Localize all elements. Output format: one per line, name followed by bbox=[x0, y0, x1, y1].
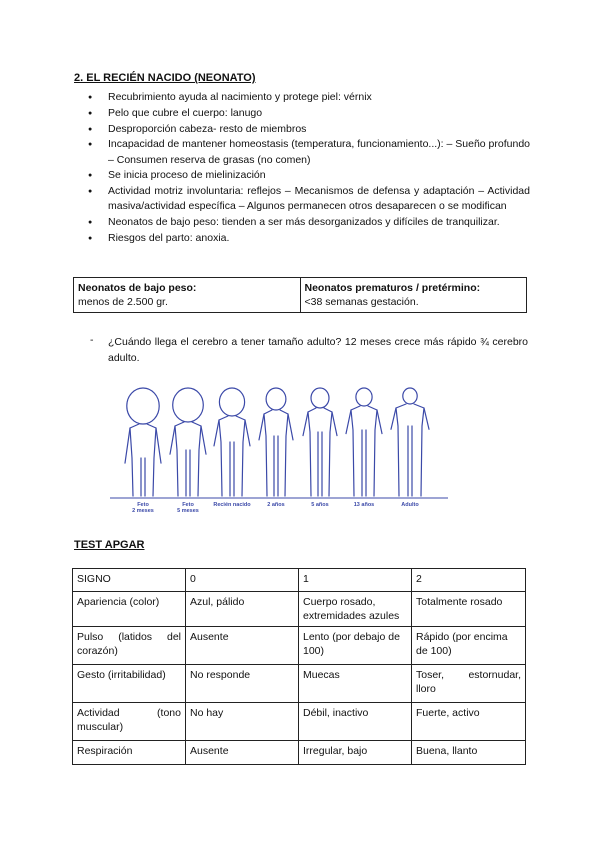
premature-header: Neonatos prematuros / pretérmino: bbox=[304, 282, 481, 294]
figure-head bbox=[356, 388, 372, 406]
figure-label: Feto 5 meses bbox=[177, 502, 199, 514]
premature-value: <38 semanas gestación. bbox=[304, 296, 419, 308]
neonate-weight-table bbox=[73, 277, 527, 313]
table-row bbox=[73, 592, 526, 627]
table-cell: Rápido (por encima de 100) bbox=[412, 627, 526, 665]
figure-body bbox=[264, 410, 288, 496]
apgar-table bbox=[72, 568, 526, 765]
header-cell: 1 bbox=[299, 569, 412, 592]
body-proportions-figure bbox=[105, 380, 453, 515]
table-cell: No hay bbox=[186, 703, 299, 741]
child-figure bbox=[346, 388, 382, 496]
table-header-row bbox=[73, 569, 526, 592]
child-figure bbox=[391, 388, 429, 496]
child-figure bbox=[214, 388, 250, 496]
table-cell: No responde bbox=[186, 665, 299, 703]
table-cell: Azul, pálido bbox=[186, 592, 299, 627]
dash-text: ¿Cuándo llega el cerebro a tener tamaño adulto? 12 meses crece más rápido ¾ cerebro adulto. bbox=[108, 336, 528, 364]
table-cell: Gesto (irritabilidad) bbox=[73, 665, 186, 703]
header-cell: SIGNO bbox=[73, 569, 186, 592]
table-cell: Muecas bbox=[299, 665, 412, 703]
low-weight-header: Neonatos de bajo peso: bbox=[78, 282, 197, 294]
table-cell: Totalmente rosado bbox=[412, 592, 526, 627]
table-cell: Irregular, bajo bbox=[299, 741, 412, 765]
low-weight-cell bbox=[74, 278, 301, 313]
dash-item bbox=[74, 334, 528, 366]
child-figure bbox=[170, 388, 206, 496]
figure-body bbox=[130, 424, 156, 496]
figure-body bbox=[308, 408, 332, 496]
bullet-list bbox=[74, 90, 530, 247]
section-title: 2. EL RECIÉN NACIDO (NEONATO) bbox=[74, 72, 256, 84]
table-cell: Buena, llanto bbox=[412, 741, 526, 765]
figure-head bbox=[311, 388, 329, 408]
figure-body bbox=[219, 416, 245, 496]
table-cell: Respiración bbox=[73, 741, 186, 765]
figure-body bbox=[175, 422, 201, 496]
header-cell: 2 bbox=[412, 569, 526, 592]
list-item: ● Neonatos de bajo peso: tienden a ser más desorganizados y difíciles de tranquilizar. bbox=[74, 215, 530, 230]
list-item: ● Recubrimiento ayuda al nacimiento y protege piel: vérnix bbox=[74, 90, 530, 105]
table-row bbox=[73, 627, 526, 665]
table-row bbox=[73, 665, 526, 703]
figure-head bbox=[266, 388, 286, 410]
table-row bbox=[73, 703, 526, 741]
table-cell: Ausente bbox=[186, 627, 299, 665]
list-item: ● Riesgos del parto: anoxia. bbox=[74, 231, 530, 246]
table-cell: Actividad (tono muscular) bbox=[73, 703, 186, 741]
child-figure bbox=[125, 388, 161, 496]
dash-marker: - bbox=[90, 334, 94, 346]
figure-body bbox=[351, 406, 377, 496]
low-weight-value: menos de 2.500 gr. bbox=[78, 296, 168, 308]
table-cell: Cuerpo rosado, extremidades azules bbox=[299, 592, 412, 627]
figure-body bbox=[396, 404, 424, 496]
list-item: ● Desproporción cabeza- resto de miembros bbox=[74, 122, 530, 137]
list-item: ● Incapacidad de mantener homeostasis (temperatura, funcionamiento...): – Sueño profundo – Consumen reserva de grasas (no comen) bbox=[74, 137, 530, 167]
list-item: ● Pelo que cubre el cuerpo: lanugo bbox=[74, 106, 530, 121]
table-cell: Toser, estornudar, lloro bbox=[412, 665, 526, 703]
figure-head bbox=[173, 388, 204, 422]
table-cell: Ausente bbox=[186, 741, 299, 765]
table-cell: Pulso (latidos del corazón) bbox=[73, 627, 186, 665]
figure-head bbox=[403, 388, 417, 404]
figure-label: 13 años bbox=[353, 502, 375, 508]
table-cell: Fuerte, activo bbox=[412, 703, 526, 741]
table-cell: Débil, inactivo bbox=[299, 703, 412, 741]
table-cell: Lento (por debajo de 100) bbox=[299, 627, 412, 665]
figure-head bbox=[219, 388, 244, 416]
premature-cell bbox=[300, 278, 527, 313]
figure-label: Feto 2 meses bbox=[132, 502, 154, 514]
table-row bbox=[73, 741, 526, 765]
figure-label: 2 años bbox=[267, 502, 285, 508]
figure-label: 5 años bbox=[311, 502, 329, 508]
figure-label: Adulto bbox=[401, 502, 419, 508]
figure-head bbox=[127, 388, 159, 424]
child-figure bbox=[303, 388, 337, 496]
apgar-title: TEST APGAR bbox=[74, 539, 145, 551]
header-cell: 0 bbox=[186, 569, 299, 592]
figure-label: Recién nacido bbox=[213, 502, 251, 508]
child-figure bbox=[259, 388, 293, 496]
table-cell: Apariencia (color) bbox=[73, 592, 186, 627]
list-item: ● Se inicia proceso de mielinización bbox=[74, 168, 530, 183]
list-item: ● Actividad motriz involuntaria: reflejos – Mecanismos de defensa y adaptación – Actividad masiva/actividad específica – Algunos permanecen otros desaparecen o se modifican bbox=[74, 184, 530, 214]
